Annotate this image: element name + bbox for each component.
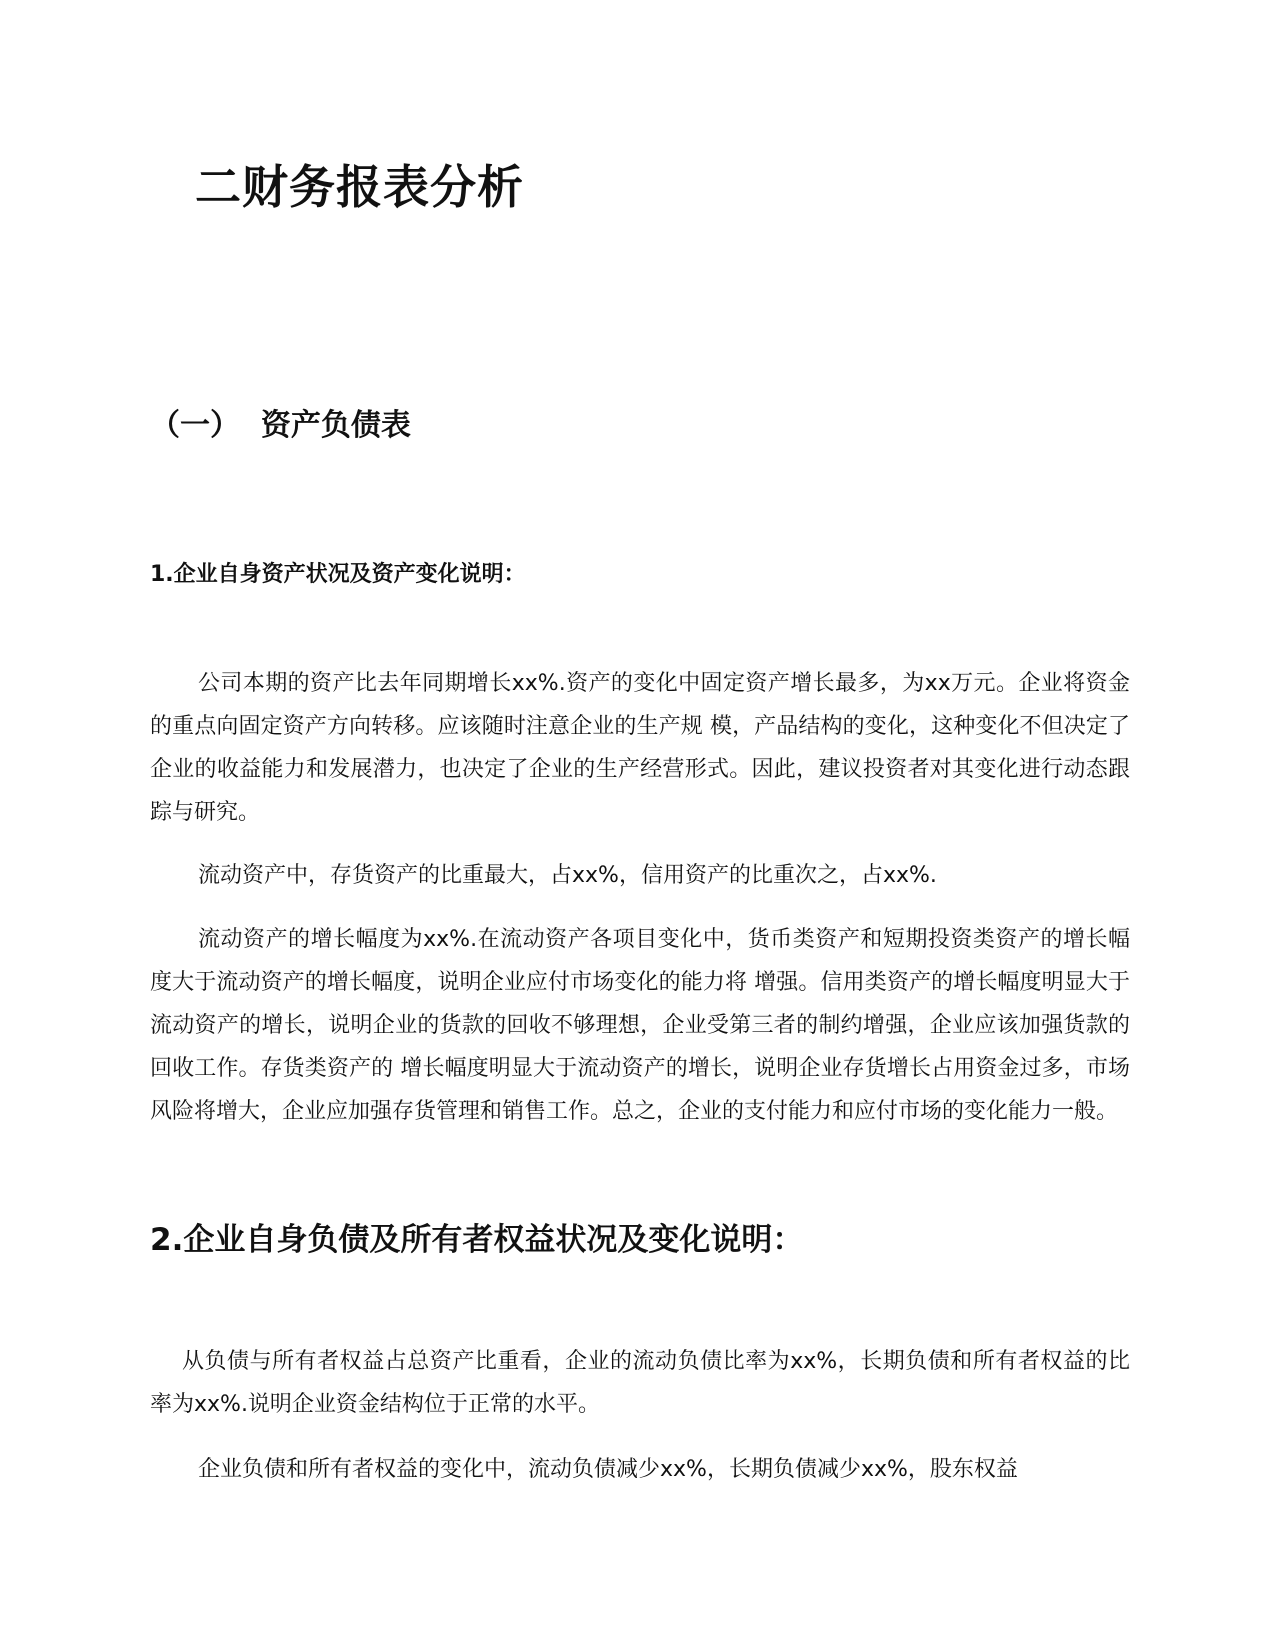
paragraph-asset-growth: 公司本期的资产比去年同期增长xx%.资产的变化中固定资产增长最多，为xx万元。企业将资金的重点向固定资产方向转移。应该随时注意企业的生产规 模，产品结构的变化，这种变化不但决定了企业的收益能力和发展潜力，也决定了企业的生产经营形式。因此，建议投资者对其变化进行动态跟踪与研究。: [150, 671, 1130, 825]
subsection-heading-liabilities-equity: 2.企业自身负债及所有者权益状况及变化说明：: [150, 1222, 804, 1258]
paragraph-liability-change: 企业负债和所有者权益的变化中，流动负债减少xx%，长期负债减少xx%，股东权益: [198, 1457, 1018, 1482]
page-title: 二财务报表分析: [195, 160, 524, 214]
section-heading-balance-sheet: （一） 资产负债表: [150, 408, 411, 443]
paragraph-current-assets-share: 流动资产中，存货资产的比重最大，占xx%，信用资产的比重次之，占xx%.: [198, 863, 937, 888]
paragraph-liability-ratio: 从负债与所有者权益占总资产比重看，企业的流动负债比率为xx%，长期负债和所有者权益的比率为xx%.说明企业资金结构位于正常的水平。: [150, 1349, 1130, 1417]
subsection-heading-assets: 1.企业自身资产状况及资产变化说明：: [150, 562, 526, 587]
paragraph-current-assets-growth: 流动资产的增长幅度为xx%.在流动资产各项目变化中，货币类资产和短期投资类资产的增长幅度大于流动资产的增长幅度，说明企业应付市场变化的能力将 增强。信用类资产的增长幅度明显大于流动资产的增长，说明企业的货款的回收不够理想，企业受第三者的制约增强，企业应该加强货款的回收工作。存货类资产的 增长幅度明显大于流动资产的增长，说明企业存货增长占用资金过多，市场风险将增大，企业应加强存货管理和销售工作。总之，企业的支付能力和应付市场的变化能力一般。: [150, 927, 1130, 1124]
